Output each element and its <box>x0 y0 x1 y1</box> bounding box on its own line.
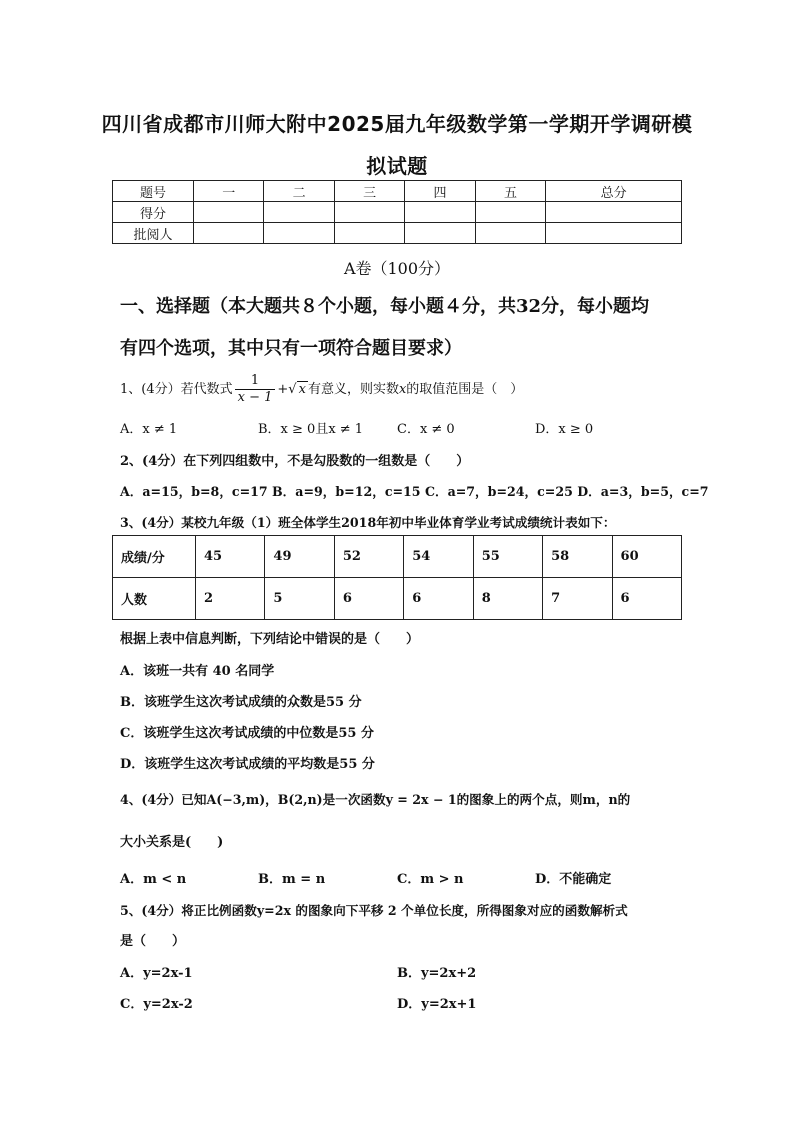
q4-option-a: A．m < n <box>120 872 187 887</box>
grades-cell: 5 <box>265 578 334 620</box>
score-table-header-row <box>113 181 682 202</box>
grades-cell: 45 <box>196 536 265 578</box>
grades-table <box>112 535 682 620</box>
grades-row-scores <box>113 536 682 578</box>
score-header-cell: 二 <box>264 181 334 202</box>
q4-option-d: D．不能确定 <box>535 872 612 887</box>
q5-option-a: A．y=2x-1 <box>120 966 193 981</box>
q1-option-b: B．x ≥ 0且x ≠ 1 <box>258 422 364 437</box>
score-cell <box>475 202 545 223</box>
score-cell <box>546 223 682 244</box>
question-3: 3、(4分）某校九年级（1）班全体学生2018年初中毕业体育学业考试成绩统计表如下： <box>120 515 616 530</box>
exam-title-line1: 四川省成都市川师大附中2025届九年级数学第一学期开学调研模 <box>101 112 693 136</box>
question-2: 2、(4分）在下列四组数中，不是勾股数的一组数是（ ） <box>120 454 470 469</box>
grades-cell: 6 <box>404 578 473 620</box>
score-cell <box>334 223 404 244</box>
score-cell <box>194 202 264 223</box>
grades-cell: 55 <box>473 536 542 578</box>
q5-option-d: D．y=2x+1 <box>397 997 477 1012</box>
grades-cell: 7 <box>543 578 612 620</box>
q1-fraction-denominator: x − 1 <box>237 390 273 405</box>
grades-cell: 人数 <box>113 578 196 620</box>
q1-option-c: C．x ≠ 0 <box>397 422 455 437</box>
part1-heading-line2: 有四个选项，其中只有一项符合题目要求） <box>120 338 462 359</box>
q3-option-a: A．该班一共有 40 名同学 <box>120 664 275 679</box>
score-cell <box>264 202 334 223</box>
score-header-cell: 总分 <box>546 181 682 202</box>
q5-option-b: B．y=2x+2 <box>397 966 477 981</box>
q1-suffix2: 的取值范围是（ ） <box>406 382 524 397</box>
grades-cell: 52 <box>334 536 403 578</box>
grades-cell: 60 <box>612 536 681 578</box>
score-table <box>112 180 682 244</box>
question-1 <box>120 372 523 408</box>
score-header-cell: 题号 <box>113 181 194 202</box>
score-row-label: 得分 <box>113 202 194 223</box>
score-cell <box>405 223 475 244</box>
score-table-row <box>113 223 682 244</box>
q1-sqrt <box>288 372 308 408</box>
grades-cell: 8 <box>473 578 542 620</box>
q1-suffix: 有意义，则实数 <box>307 382 399 397</box>
grades-cell: 54 <box>404 536 473 578</box>
q3-option-d: D．该班学生这次考试成绩的平均数是55 分 <box>120 757 375 772</box>
score-header-cell: 四 <box>405 181 475 202</box>
q1-plus: + <box>277 382 289 397</box>
grades-row-counts <box>113 578 682 620</box>
grades-cell: 成绩/分 <box>113 536 196 578</box>
q3-option-c: C．该班学生这次考试成绩的中位数是55 分 <box>120 726 374 741</box>
q1-fraction <box>235 373 276 406</box>
q5-option-c: C．y=2x-2 <box>120 997 193 1012</box>
q2-options: A．a=15，b=8，c=17 B．a=9，b=12，c=15 C．a=7，b=24，c=25 D．a=3，b=5，c=7 <box>120 484 709 499</box>
section-a-heading: A卷（100分） <box>343 259 451 278</box>
q3-option-b: B．该班学生这次考试成绩的众数是55 分 <box>120 695 362 710</box>
grades-cell: 58 <box>543 536 612 578</box>
q1-option-a: A．x ≠ 1 <box>120 422 178 437</box>
q1-option-d: D．x ≥ 0 <box>535 422 594 437</box>
grades-cell: 2 <box>196 578 265 620</box>
q4-option-c: C．m > n <box>397 872 464 887</box>
q1-fraction-numerator: 1 <box>235 373 276 390</box>
grades-cell: 49 <box>265 536 334 578</box>
part1-heading-line1: 一、选择题（本大题共８个小题，每小题４分，共32分，每小题均 <box>120 296 650 317</box>
grades-cell: 6 <box>334 578 403 620</box>
score-header-cell: 五 <box>475 181 545 202</box>
q1-prefix: 1、(4分）若代数式 <box>120 382 233 397</box>
score-header-cell: 三 <box>334 181 404 202</box>
score-table-row <box>113 202 682 223</box>
score-row-label: 批阅人 <box>113 223 194 244</box>
question-5-line2: 是（ ） <box>120 934 186 949</box>
exam-title-line2: 拟试题 <box>366 154 428 178</box>
score-cell <box>334 202 404 223</box>
q1-sqrt-arg: x <box>298 382 306 397</box>
q4-option-b: B．m = n <box>258 872 326 887</box>
question-5-line1: 5、(4分）将正比例函数y=2x 的图象向下平移 2 个单位长度，所得图象对应的函数解析式 <box>120 903 628 918</box>
score-cell <box>546 202 682 223</box>
score-cell <box>475 223 545 244</box>
score-cell <box>405 202 475 223</box>
question-4-line1: 4、(4分）已知A(−3,m)，B(2,n)是一次函数y = 2x − 1的图象上的两个点，则m，n的 <box>120 792 631 807</box>
score-header-cell: 一 <box>194 181 264 202</box>
q3-question: 根据上表中信息判断，下列结论中错误的是（ ） <box>120 632 420 647</box>
score-cell <box>264 223 334 244</box>
grades-cell: 6 <box>612 578 681 620</box>
question-4-line2: 大小关系是( ) <box>120 835 224 850</box>
score-cell <box>194 223 264 244</box>
q1-var: x <box>398 382 407 397</box>
sqrt-icon: √ <box>288 382 297 397</box>
